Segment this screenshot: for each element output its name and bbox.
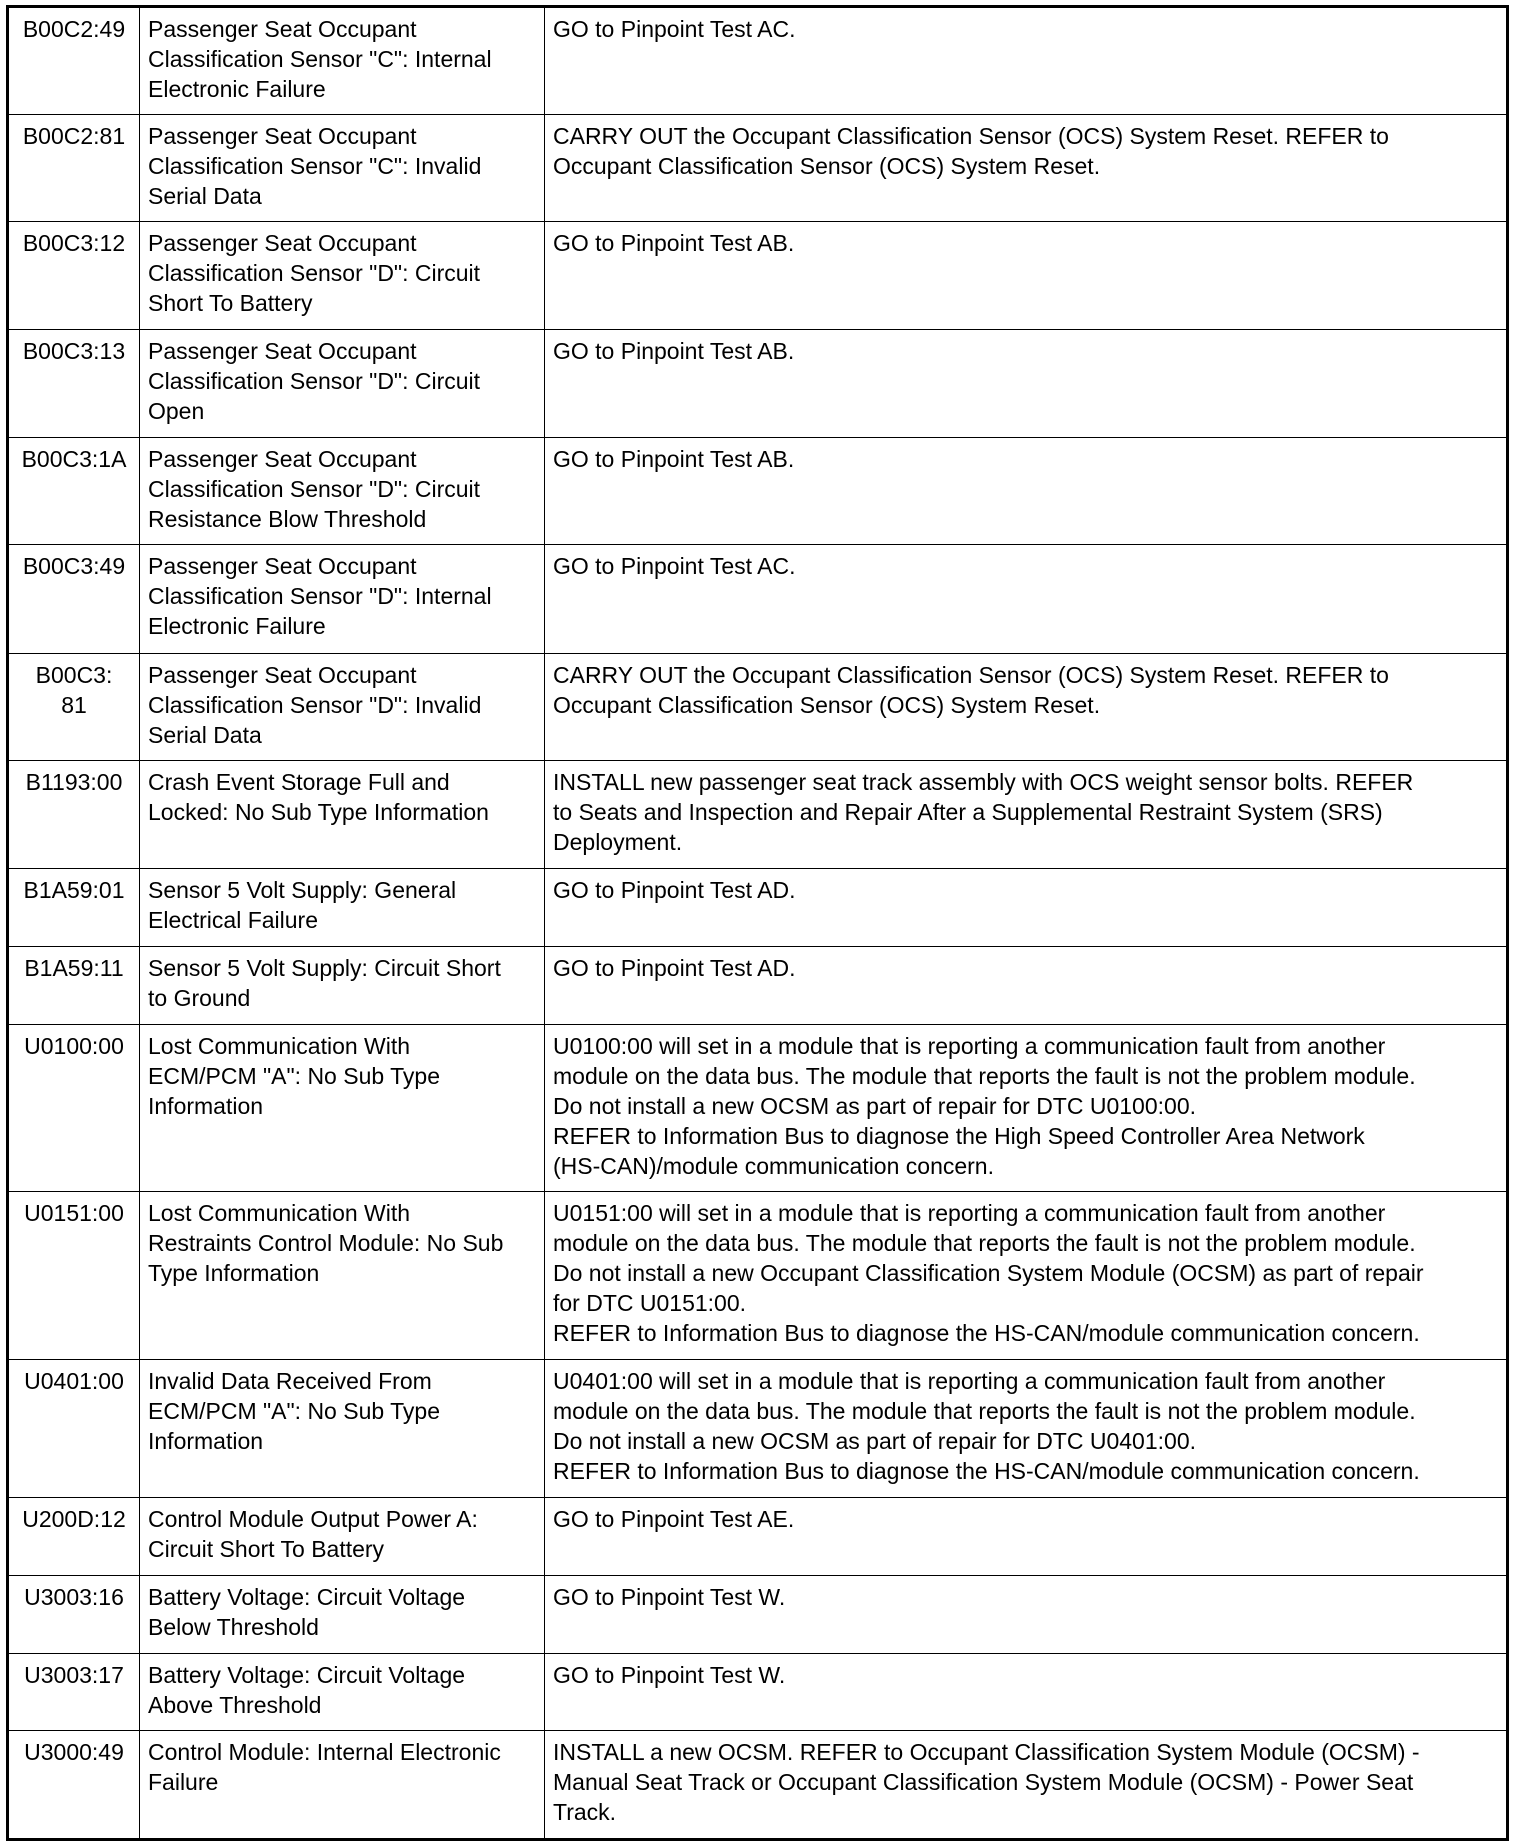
dtc-action: CARRY OUT the Occupant Classification Sensor (OCS) System Reset. REFER to Occupant Classification Sensor (OCS) System Reset. xyxy=(545,115,1508,222)
table-row xyxy=(8,1654,1508,1731)
dtc-description: Passenger Seat Occupant Classification Sensor "D": Circuit Short To Battery xyxy=(140,222,545,330)
dtc-code: B00C3:12 xyxy=(8,222,140,330)
dtc-code: B00C3:1A xyxy=(8,438,140,545)
dtc-code: U0151:00 xyxy=(8,1192,140,1360)
dtc-code: B00C2:49 xyxy=(8,7,140,115)
dtc-description: Passenger Seat Occupant Classification Sensor "D": Invalid Serial Data xyxy=(140,654,545,761)
dtc-code: B00C3: 81 xyxy=(8,654,140,761)
dtc-description: Crash Event Storage Full and Locked: No Sub Type Information xyxy=(140,761,545,869)
dtc-description: Passenger Seat Occupant Classification Sensor "C": Invalid Serial Data xyxy=(140,115,545,222)
dtc-description: Lost Communication With ECM/PCM "A": No Sub Type Information xyxy=(140,1025,545,1192)
dtc-action: U0151:00 will set in a module that is reporting a communication fault from another module on the data bus. The module that reports the fault is not the problem module. Do not install a new Occupant Classification System Module (OCSM) as part of repair for DTC U0151:00. REFER to Information Bus to diagnose the HS-CAN/module communication concern. xyxy=(545,1192,1508,1360)
dtc-action: U0100:00 will set in a module that is reporting a communication fault from another module on the data bus. The module that reports the fault is not the problem module. Do not install a new OCSM as part of repair for DTC U0100:00. REFER to Information Bus to diagnose the High Speed Controller Area Network (HS-CAN)/module communication concern. xyxy=(545,1025,1508,1192)
dtc-description: Sensor 5 Volt Supply: General Electrical Failure xyxy=(140,869,545,947)
table-row xyxy=(8,947,1508,1025)
table-row xyxy=(8,1498,1508,1576)
dtc-action: GO to Pinpoint Test AB. xyxy=(545,222,1508,330)
dtc-action: CARRY OUT the Occupant Classification Sensor (OCS) System Reset. REFER to Occupant Classification Sensor (OCS) System Reset. xyxy=(545,654,1508,761)
dtc-code: B00C3:13 xyxy=(8,330,140,438)
table-row xyxy=(8,330,1508,438)
dtc-action: GO to Pinpoint Test AD. xyxy=(545,947,1508,1025)
dtc-description: Invalid Data Received From ECM/PCM "A": No Sub Type Information xyxy=(140,1360,545,1498)
dtc-description: Passenger Seat Occupant Classification Sensor "D": Circuit Resistance Blow Threshold xyxy=(140,438,545,545)
table-row xyxy=(8,222,1508,330)
dtc-action: GO to Pinpoint Test AB. xyxy=(545,438,1508,545)
dtc-table xyxy=(6,5,1509,1841)
dtc-code: U0401:00 xyxy=(8,1360,140,1498)
dtc-description: Battery Voltage: Circuit Voltage Below Threshold xyxy=(140,1576,545,1654)
dtc-code: U200D:12 xyxy=(8,1498,140,1576)
dtc-action: GO to Pinpoint Test AC. xyxy=(545,545,1508,654)
dtc-description: Sensor 5 Volt Supply: Circuit Short to Ground xyxy=(140,947,545,1025)
dtc-action: GO to Pinpoint Test W. xyxy=(545,1576,1508,1654)
dtc-code: B00C3:49 xyxy=(8,545,140,654)
dtc-description: Battery Voltage: Circuit Voltage Above Threshold xyxy=(140,1654,545,1731)
table-row xyxy=(8,7,1508,115)
table-row xyxy=(8,1025,1508,1192)
table-row xyxy=(8,438,1508,545)
dtc-code: B00C2:81 xyxy=(8,115,140,222)
dtc-action: GO to Pinpoint Test AD. xyxy=(545,869,1508,947)
dtc-description: Control Module: Internal Electronic Failure xyxy=(140,1731,545,1840)
dtc-description: Passenger Seat Occupant Classification Sensor "D": Internal Electronic Failure xyxy=(140,545,545,654)
dtc-code: B1193:00 xyxy=(8,761,140,869)
dtc-action: GO to Pinpoint Test AB. xyxy=(545,330,1508,438)
dtc-code: B1A59:01 xyxy=(8,869,140,947)
table-row xyxy=(8,761,1508,869)
table-row xyxy=(8,654,1508,761)
dtc-description: Control Module Output Power A: Circuit Short To Battery xyxy=(140,1498,545,1576)
dtc-code: U0100:00 xyxy=(8,1025,140,1192)
dtc-description: Lost Communication With Restraints Control Module: No Sub Type Information xyxy=(140,1192,545,1360)
table-row xyxy=(8,545,1508,654)
table-row xyxy=(8,1360,1508,1498)
dtc-table-body xyxy=(8,7,1508,1840)
dtc-description: Passenger Seat Occupant Classification Sensor "C": Internal Electronic Failure xyxy=(140,7,545,115)
dtc-action: GO to Pinpoint Test AE. xyxy=(545,1498,1508,1576)
table-row xyxy=(8,1731,1508,1840)
dtc-code: U3000:49 xyxy=(8,1731,140,1840)
dtc-code: U3003:16 xyxy=(8,1576,140,1654)
table-row xyxy=(8,869,1508,947)
table-row xyxy=(8,1192,1508,1360)
dtc-description: Passenger Seat Occupant Classification Sensor "D": Circuit Open xyxy=(140,330,545,438)
dtc-code: U3003:17 xyxy=(8,1654,140,1731)
dtc-action: U0401:00 will set in a module that is reporting a communication fault from another module on the data bus. The module that reports the fault is not the problem module. Do not install a new OCSM as part of repair for DTC U0401:00. REFER to Information Bus to diagnose the HS-CAN/module communication concern. xyxy=(545,1360,1508,1498)
dtc-code: B1A59:11 xyxy=(8,947,140,1025)
dtc-action: GO to Pinpoint Test AC. xyxy=(545,7,1508,115)
dtc-action: INSTALL new passenger seat track assembly with OCS weight sensor bolts. REFER to Seats and Inspection and Repair After a Supplemental Restraint System (SRS) Deployment. xyxy=(545,761,1508,869)
table-row xyxy=(8,115,1508,222)
table-row xyxy=(8,1576,1508,1654)
dtc-action: GO to Pinpoint Test W. xyxy=(545,1654,1508,1731)
dtc-action: INSTALL a new OCSM. REFER to Occupant Classification System Module (OCSM) - Manual Seat Track or Occupant Classification System Module (OCSM) - Power Seat Track. xyxy=(545,1731,1508,1840)
